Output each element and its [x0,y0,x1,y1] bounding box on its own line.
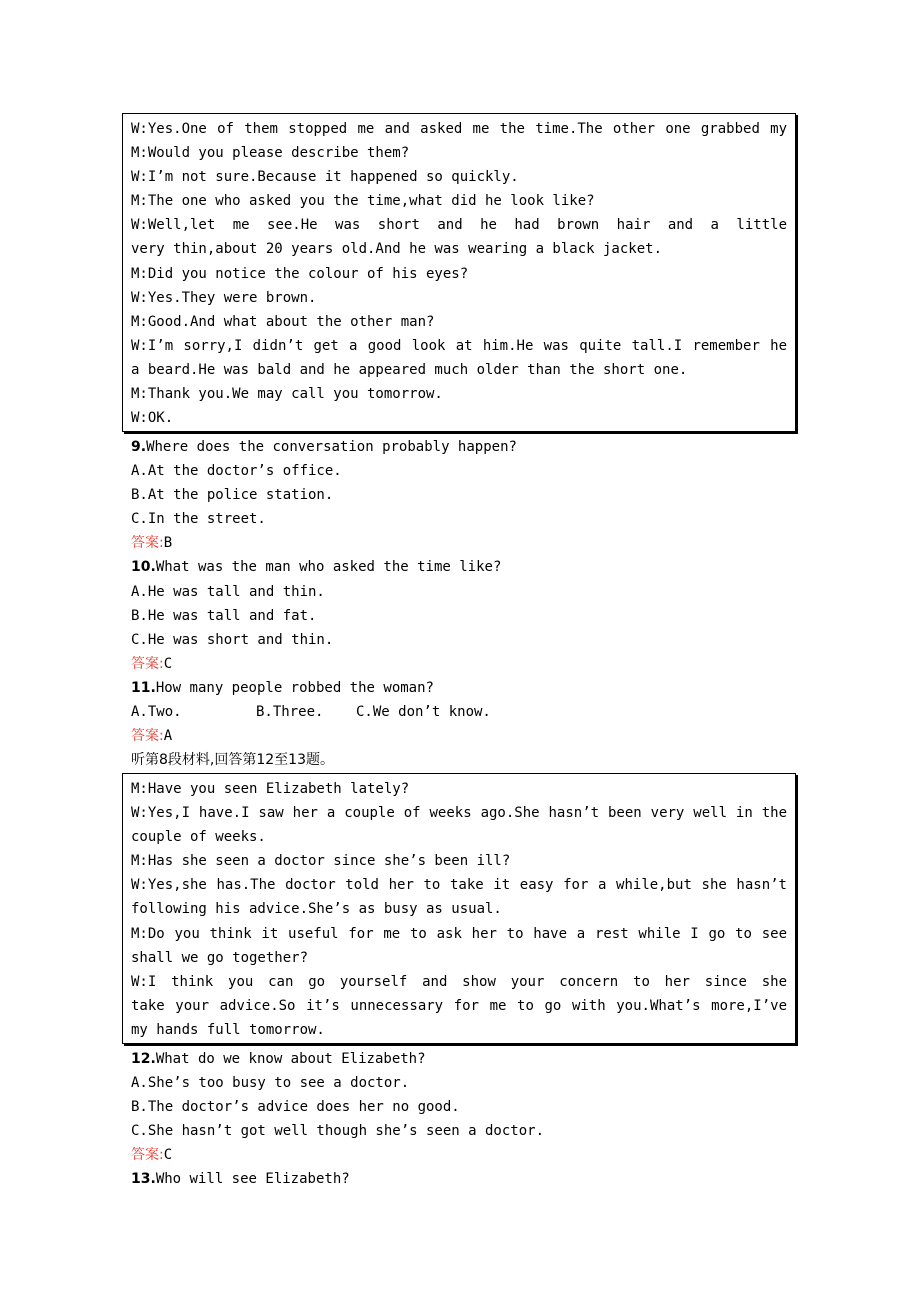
answer-label: 答案: [131,655,164,672]
option-b: B.The doctor’s advice does her no good. [131,1099,460,1116]
dialogue-line: a beard.He was bald and he appeared much older than the short one. [131,361,688,378]
answer-value: C [163,1147,173,1164]
option-c: C.In the street. [131,511,266,528]
answer-label: 答案: [131,535,164,552]
dialogue-line: W:I’m not sure.Because it happened so quickly. [131,169,519,186]
option-row [131,700,801,724]
dialogue-line: W:Well,let me see.He was short and he had brown hair and a little [131,217,787,234]
option-c: C.We don’t know. [356,704,491,721]
dialogue-lines [131,117,787,430]
dialogue-line: M:Good.And what about the other man? [131,313,435,330]
dialogue-box-7 [122,113,796,432]
dialogue-line: M:Did you notice the colour of his eyes? [131,265,469,282]
option-a: A.She’s too busy to see a doctor. [131,1075,410,1092]
answer-label: 答案: [131,728,164,745]
dialogue-line: shall we go together? [131,949,309,966]
dialogue-line: W:Yes,she has.The doctor told her to take it easy for a while,but she hasn’t [131,877,787,894]
question-12 [131,1047,801,1192]
dialogue-line: very thin,about 20 years old.And he was wearing a black jacket. [131,241,663,258]
question-stem [131,435,801,459]
question-text: Where does the conversation probably happen? [146,439,517,455]
answer-value: B [163,535,173,552]
dialogue-line: W:OK. [131,410,174,427]
dialogue-line: W:Yes.They were brown. [131,289,317,306]
dialogue-line: M:Has she seen a doctor since she’s been ill? [131,853,511,870]
option-c: C.He was short and thin. [131,631,334,648]
dialogue-line: M:Would you please describe them? [131,145,410,162]
question-text: What do we know about Elizabeth? [155,1051,426,1067]
question-text: How many people robbed the woman? [155,680,434,696]
dialogue-line: couple of weeks. [131,829,266,846]
option-a: A.He was tall and thin. [131,583,325,600]
question-stem [131,1047,801,1071]
answer-line [131,724,801,748]
question-stem [131,676,801,700]
dialogue-line: M:Have you seen Elizabeth lately? [131,781,410,797]
question-number: 13. [131,1171,156,1188]
answer-line [131,1143,801,1167]
dialogue-line: M:Do you think it useful for me to ask her to have a rest while I go to see [131,925,787,942]
dialogue-lines [131,777,787,1042]
dialogue-line: my hands full tomorrow. [131,1021,325,1038]
question-number: 9. [131,439,147,455]
dialogue-box-8 [122,773,796,1044]
option-a: A.At the doctor’s office. [131,463,342,480]
answer-line [131,652,801,676]
question-stem [131,1167,801,1191]
dialogue-line: following his advice.She’s as busy as usual. [131,901,502,918]
question-11 [131,676,801,772]
questions-9-10 [131,435,801,676]
option-b: B.Three. [256,704,324,721]
dialogue-line: W:I’m sorry,I didn’t get a good look at him.He was quite tall.I remember he [131,337,787,354]
question-text: Who will see Elizabeth? [155,1171,350,1188]
answer-value: C [163,655,173,672]
option-c: C.She hasn’t got well though she’s seen a doctor. [131,1123,545,1140]
option-b: B.At the police station. [131,487,334,504]
option-b: B.He was tall and fat. [131,607,317,624]
question-number: 10. [131,559,156,576]
dialogue-line: take your advice.So it’s unnecessary for me to go with you.What’s more,I’ve [131,997,787,1014]
answer-line [131,531,801,555]
answer-label: 答案: [131,1147,164,1164]
question-number: 11. [131,680,156,696]
question-stem [131,555,801,579]
option-a: A.Two. [131,704,182,721]
dialogue-line: W:Yes.One of them stopped me and asked me the time.The other one grabbed my [131,121,787,137]
section-instruction: 听第8段材料,回答第12至13题。 [131,752,334,769]
dialogue-line: M:The one who asked you the time,what did he look like? [131,193,595,210]
dialogue-line: W:I think you can go yourself and show your concern to her since she [131,973,787,990]
dialogue-line: W:Yes,I have.I saw her a couple of weeks ago.She hasn’t been very well in the [131,805,787,822]
question-number: 12. [131,1051,156,1067]
answer-value: A [163,728,173,745]
question-text: What was the man who asked the time like? [155,559,502,576]
dialogue-line: M:Thank you.We may call you tomorrow. [131,386,443,403]
